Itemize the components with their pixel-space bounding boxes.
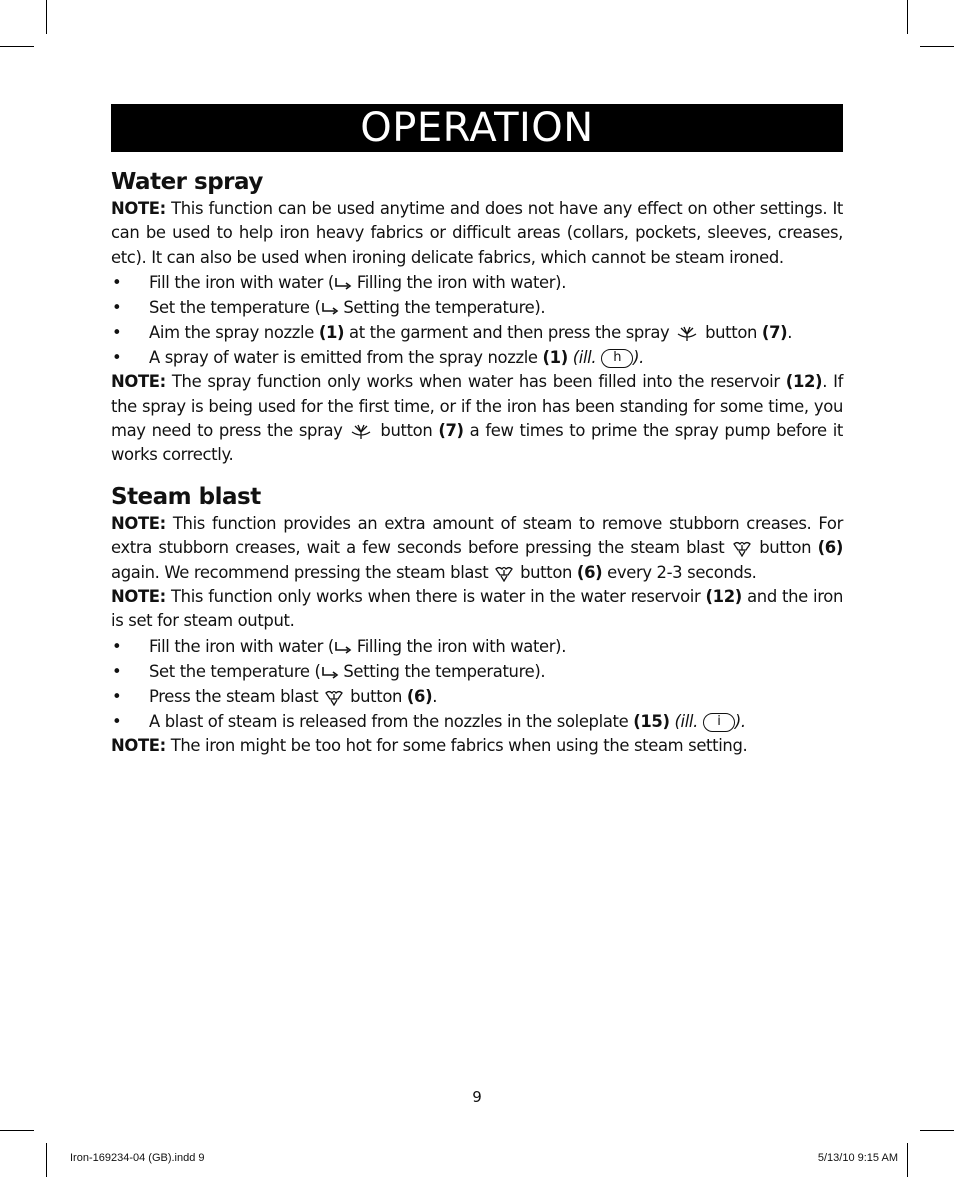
steam-blast-steps [111,634,843,734]
water-spray-steps [111,270,843,370]
crop-mark [0,46,34,47]
page-title: OPERATION [360,105,594,151]
water-spray-note-2: NOTE: The spray function only works when water has been filled into the reservoir (12). If the spray is being used for the first time, or if the iron has been standing for some time, you may need to press the spray button (7) a few times to prime the spray pump before it works correctly. [111,372,844,465]
water-spray-note-1: NOTE: This function can be used anytime and does not have any effect on other settings. It can be used to help iron heavy fabrics or difficult areas (collars, pockets, sleeves, creases, etc). It can also be used when ironing delicate fabrics, which cannot be steam ironed. [111,199,843,267]
illustration-reference: i [703,713,735,732]
steam-blast-note-1: NOTE: This function provides an extra amount of steam to remove stubborn creases. For extra stubborn creases, wait a few seconds before pressing the steam blast button (6) again. We recommend pressing the steam blast button (6) every 2-3 seconds. [111,513,843,582]
water-spray-heading: Water spray [111,169,263,195]
crop-mark [46,0,47,34]
list-item: • A blast of steam is released from the nozzles in the soleplate (15) (ill. i ). [111,709,843,734]
list-item: • A spray of water is emitted from the spray nozzle (1) (ill. h ). [111,345,843,370]
steam-blast-icon [323,689,345,706]
cross-reference-arrow-icon [334,641,352,654]
crop-mark [907,0,908,34]
steam-blast-note-2: NOTE: This function only works when there is water in the water reservoir (12) and the iron is set for steam output. [111,587,843,631]
list-item: • Press the steam blast button (6). [111,684,843,709]
slug-date-time: 5/13/10 9:15 AM [817,1152,898,1164]
cross-reference-arrow-icon [321,302,339,315]
list-item: • Fill the iron with water ( Filling the iron with water). [111,270,843,295]
steam-blast-heading: Steam blast [111,483,261,510]
section-title-bar [111,104,843,152]
list-item: • Set the temperature ( Setting the temperature). [111,295,843,320]
spray-icon [348,423,374,440]
crop-mark [920,46,954,47]
crop-mark [907,1143,908,1177]
page-number: 9 [472,1088,482,1106]
crop-mark [46,1143,47,1177]
list-item: • Fill the iron with water ( Filling the iron with water). [111,634,843,659]
cross-reference-arrow-icon [321,666,339,679]
steam-blast-icon [731,540,753,557]
cross-reference-arrow-icon [334,277,352,290]
spray-icon [674,325,700,342]
slug-file-info: Iron-169234-04 (GB).indd 9 [70,1152,205,1164]
illustration-reference: h [601,349,633,368]
steam-blast-note-3: NOTE: The iron might be too hot for some fabrics when using the steam setting. [111,735,748,755]
crop-mark [920,1130,954,1131]
list-item: • Set the temperature ( Setting the temperature). [111,659,843,684]
crop-mark [0,1130,34,1131]
list-item: • Aim the spray nozzle (1) at the garment and then press the spray button (7). [111,320,843,345]
steam-blast-icon [493,565,515,582]
page-content [111,167,843,758]
